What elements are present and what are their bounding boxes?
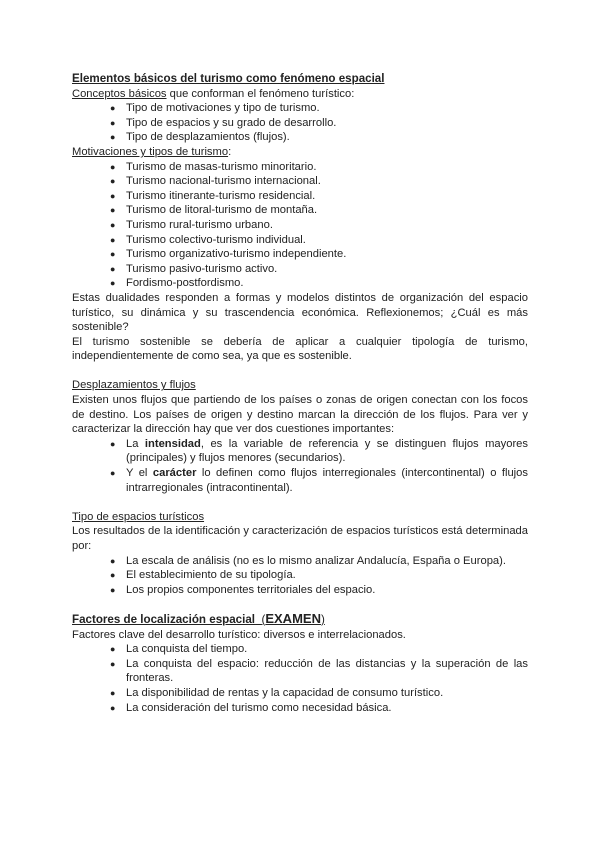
- paragraph-turismo-sostenible: El turismo sostenible se debería de aplicar a cualquier tipología de turismo, independientemente de como sea, ya que es sostenible.: [72, 335, 528, 363]
- list-item-caracter: [72, 466, 528, 495]
- heading-factores-text: Factores de localización espacial: [72, 612, 256, 626]
- list-item: ● Turismo de masas-turismo minoritario.: [72, 160, 528, 175]
- subheading-motivaciones: Motivaciones y tipos de turismo: [72, 145, 229, 158]
- list-item: ● Los propios componentes territoriales del espacio.: [72, 583, 528, 598]
- factores-list: [72, 642, 528, 715]
- list-item: ● La conquista del espacio: reducción de las distancias y la superación de las fronteras.: [72, 657, 528, 686]
- list-item: ● Turismo organizativo-turismo independiente.: [72, 247, 528, 262]
- list-item: ● La consideración del turismo como necesidad básica.: [72, 701, 528, 716]
- list-item: ● La disponibilidad de rentas y la capacidad de consumo turístico.: [72, 686, 528, 701]
- list-item: ● Tipo de desplazamientos (flujos).: [72, 130, 528, 145]
- term-caracter: carácter: [152, 467, 197, 480]
- list-item: ● Turismo de litoral-turismo de montaña.: [72, 203, 528, 218]
- conceptos-list: [72, 101, 528, 145]
- text-fragment: La: [126, 437, 145, 450]
- conceptos-intro-text: que conforman el fenómeno turístico:: [166, 87, 355, 100]
- paragraph-flujos: Existen unos flujos que partiendo de los países o zonas de origen conectan con los focos de destino. Los países de origen y destino marcan la dirección de los flujos. Para ver y caracterizar la dirección hay que ver dos cuestiones importantes:: [72, 394, 528, 436]
- examen-label: EXAMEN: [265, 610, 321, 626]
- flujos-list: [72, 437, 528, 495]
- paren-open: (: [261, 612, 266, 626]
- list-item: ● Tipo de motivaciones y tipo de turismo.: [72, 101, 528, 116]
- espacios-list: [72, 554, 528, 598]
- spacer: [72, 597, 528, 612]
- spacer: [72, 495, 528, 510]
- motivaciones-colon: :: [228, 145, 232, 158]
- text-fragment: , es la variable de referencia y se distinguen flujos mayores (principales) y flujos menores (secundarios).: [126, 437, 528, 465]
- subheading-tipo-espacios: Tipo de espacios turísticos: [72, 510, 205, 523]
- text-fragment: lo definen como flujos interregionales (intercontinental) o flujos intrarregionales (intracontinental).: [126, 467, 528, 494]
- list-item-intensidad: [72, 437, 528, 466]
- list-item: ● Turismo rural-turismo urbano.: [72, 218, 528, 233]
- conceptos-intro: [72, 87, 528, 102]
- term-intensidad: intensidad: [144, 437, 201, 450]
- paragraph-espacios: Los resultados de la identificación y caracterización de espacios turísticos está determinada por:: [72, 525, 528, 552]
- heading-elementos-basicos: Elementos básicos del turismo como fenómeno espacial: [72, 72, 385, 85]
- motivaciones-intro: [72, 145, 528, 160]
- list-item: ● Turismo itinerante-turismo residencial.: [72, 189, 528, 204]
- list-item: ● Tipo de espacios y su grado de desarrollo.: [72, 116, 528, 131]
- document-content: [72, 72, 528, 715]
- list-item: ● Turismo pasivo-turismo activo.: [72, 262, 528, 277]
- subheading-desplazamientos: Desplazamientos y flujos: [72, 379, 196, 392]
- list-item: ● Fordismo-postfordismo.: [72, 276, 528, 291]
- heading-factores-localizacion: [72, 612, 528, 628]
- paragraph-dualidades: Estas dualidades responden a formas y modelos distintos de organización del espacio turístico, su dinámica y su trascendencia económica. Reflexionemos; ¿Cuál es más sostenible?: [72, 291, 528, 334]
- list-item: ● El establecimiento de su tipología.: [72, 568, 528, 583]
- text-fragment: Y el: [126, 467, 153, 480]
- list-item: ● Turismo colectivo-turismo individual.: [72, 233, 528, 248]
- paren-close: ): [320, 612, 325, 626]
- spacer: [72, 364, 528, 379]
- subheading-conceptos: Conceptos básicos: [72, 87, 167, 100]
- motivaciones-list: [72, 160, 528, 291]
- list-item: ● Turismo nacional-turismo internacional.: [72, 174, 528, 189]
- list-item: ● La escala de análisis (no es lo mismo analizar Andalucía, España o Europa).: [72, 554, 528, 569]
- list-item: ● La conquista del tiempo.: [72, 642, 528, 657]
- paragraph-factores: Factores clave del desarrollo turístico: diversos e interrelacionados.: [72, 628, 406, 641]
